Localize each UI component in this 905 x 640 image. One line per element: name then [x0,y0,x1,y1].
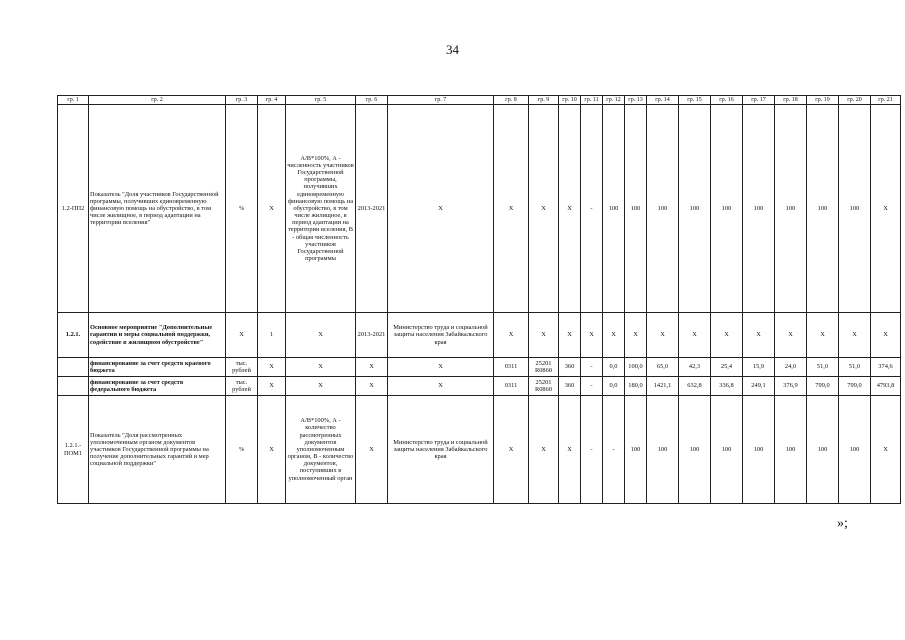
cell-g20: 100 [839,105,871,313]
cell-g16: 100 [711,396,743,504]
cell-g18: 100 [775,105,807,313]
program-table [57,95,901,504]
row-code [58,358,89,377]
cell-g17: 15,9 [743,358,775,377]
cell-g10: Х [559,105,581,313]
row-name: Показатель "Доля участников Государственной программы, получивших единовременную финансовую помощь на обустройство, в том числе жилищное, в период адаптации на территории вселения" [89,105,226,313]
table-row [58,105,901,313]
cell-g10: 360 [559,377,581,396]
cell-g19: 799,0 [807,377,839,396]
row-code: 1.2.1. [58,313,89,358]
cell-g18: 100 [775,396,807,504]
cell-g12: - [603,396,625,504]
column-header: гр. 3 [226,96,258,105]
table-row [58,358,901,377]
column-header: гр. 5 [286,96,356,105]
cell-g16: 25,4 [711,358,743,377]
row-formula: Х [286,377,356,396]
cell-g7: Министерство труда и социальной защиты населения Забайкальского края [388,396,494,504]
cell-g8: Х [494,396,529,504]
cell-g15: 100 [679,105,711,313]
cell-g9: Х [529,396,559,504]
cell-g18: 376,9 [775,377,807,396]
cell-g10: Х [559,396,581,504]
column-header: гр. 14 [647,96,679,105]
cell-g4: Х [258,358,286,377]
column-header: гр. 10 [559,96,581,105]
cell-g19: 51,0 [807,358,839,377]
cell-g21: Х [871,313,901,358]
cell-g11: - [581,396,603,504]
column-header: гр. 1 [58,96,89,105]
row-code: 1.2.1.-ПОМ1 [58,396,89,504]
column-header: гр. 9 [529,96,559,105]
column-header: гр. 20 [839,96,871,105]
cell-g17: Х [743,313,775,358]
row-name: финансирование за счет средств федерального бюджета [89,377,226,396]
column-header: гр. 6 [356,96,388,105]
cell-g16: 336,8 [711,377,743,396]
row-formula: А/В*100%, А - численность участников Государственной программы, получивших единовременную финансовую помощь на обустройство, в том числе жилищное, в период адаптации на территории вселения, В - общая численность участников Государственной программы [286,105,356,313]
cell-g10: Х [559,313,581,358]
row-name: Показатель "Доля рассмотренных уполномоченным органом документов участников Государственной программы на получение дополнительных гарантий и мер социальной поддержки" [89,396,226,504]
cell-g4: Х [258,396,286,504]
cell-g17: 100 [743,396,775,504]
cell-g19: Х [807,313,839,358]
column-header: гр. 15 [679,96,711,105]
cell-g9: 25201 R0860 [529,358,559,377]
cell-g11: - [581,358,603,377]
cell-g19: 100 [807,396,839,504]
cell-g10: 360 [559,358,581,377]
row-unit: % [226,396,258,504]
header-row [58,96,901,105]
cell-g17: 100 [743,105,775,313]
cell-g18: 24,0 [775,358,807,377]
row-unit: тыс. рублей [226,377,258,396]
table-row [58,377,901,396]
cell-g9: Х [529,105,559,313]
cell-g12: 100 [603,105,625,313]
cell-g11: - [581,105,603,313]
column-header: гр. 17 [743,96,775,105]
row-unit: % [226,105,258,313]
row-code: 1.2-ПП2 [58,105,89,313]
column-header: гр. 7 [388,96,494,105]
cell-g15: 42,3 [679,358,711,377]
cell-g14: 100 [647,396,679,504]
cell-g11: - [581,377,603,396]
cell-g14: Х [647,313,679,358]
cell-g6: Х [356,358,388,377]
cell-g6: Х [356,377,388,396]
cell-g14: 100 [647,105,679,313]
cell-g16: Х [711,313,743,358]
cell-g21: 4793,8 [871,377,901,396]
row-formula: Х [286,313,356,358]
column-header: гр. 8 [494,96,529,105]
cell-g12: 0,0 [603,358,625,377]
column-header: гр. 18 [775,96,807,105]
cell-g16: 100 [711,105,743,313]
cell-g20: Х [839,313,871,358]
page-number: 34 [446,42,459,57]
cell-g20: 51,0 [839,358,871,377]
cell-g13: 100 [625,396,647,504]
column-header: гр. 21 [871,96,901,105]
cell-g8: 0311 [494,358,529,377]
row-formula: Х [286,358,356,377]
cell-g13: 100,0 [625,358,647,377]
column-header: гр. 13 [625,96,647,105]
cell-g18: Х [775,313,807,358]
cell-g8: 0311 [494,377,529,396]
cell-g21: Х [871,396,901,504]
cell-g12: 0,0 [603,377,625,396]
cell-g8: Х [494,313,529,358]
cell-g4: 1 [258,313,286,358]
column-header: гр. 2 [89,96,226,105]
row-name: финансирование за счет средств краевого бюджета [89,358,226,377]
cell-g14: 1421,1 [647,377,679,396]
cell-g17: 249,1 [743,377,775,396]
cell-g15: 100 [679,396,711,504]
cell-g19: 100 [807,105,839,313]
cell-g12: Х [603,313,625,358]
cell-g11: Х [581,313,603,358]
cell-g9: 25201 R0860 [529,377,559,396]
row-code [58,377,89,396]
column-header: гр. 12 [603,96,625,105]
row-name: Основное мероприятие "Дополнительные гарантии и меры социальной поддержки, содействие в жилищном обустройстве" [89,313,226,358]
cell-g7: Х [388,377,494,396]
cell-g21: 374,6 [871,358,901,377]
column-header: гр. 19 [807,96,839,105]
cell-g9: Х [529,313,559,358]
cell-g20: 799,0 [839,377,871,396]
cell-g15: 632,8 [679,377,711,396]
cell-g7: Х [388,105,494,313]
cell-g8: Х [494,105,529,313]
cell-g21: Х [871,105,901,313]
table-row [58,396,901,504]
column-header: гр. 4 [258,96,286,105]
cell-g13: Х [625,313,647,358]
cell-g7: Министерство труда и социальной защиты населения Забайкальского края [388,313,494,358]
closing-quote: »; [837,516,848,531]
row-formula: А/В*100%, А - количество рассмотренных документов уполномоченным органом, В - количество документов, поступивших в уполномоченный орган [286,396,356,504]
column-header: гр. 11 [581,96,603,105]
table-row [58,313,901,358]
row-unit: Х [226,313,258,358]
cell-g4: Х [258,105,286,313]
cell-g6: Х [356,396,388,504]
cell-g7: Х [388,358,494,377]
cell-g6: 2013-2021 [356,105,388,313]
cell-g15: Х [679,313,711,358]
cell-g6: 2013-2021 [356,313,388,358]
row-unit: тыс. рублей [226,358,258,377]
column-header: гр. 16 [711,96,743,105]
cell-g20: 100 [839,396,871,504]
cell-g4: Х [258,377,286,396]
cell-g13: 180,0 [625,377,647,396]
cell-g14: 65,0 [647,358,679,377]
cell-g13: 100 [625,105,647,313]
